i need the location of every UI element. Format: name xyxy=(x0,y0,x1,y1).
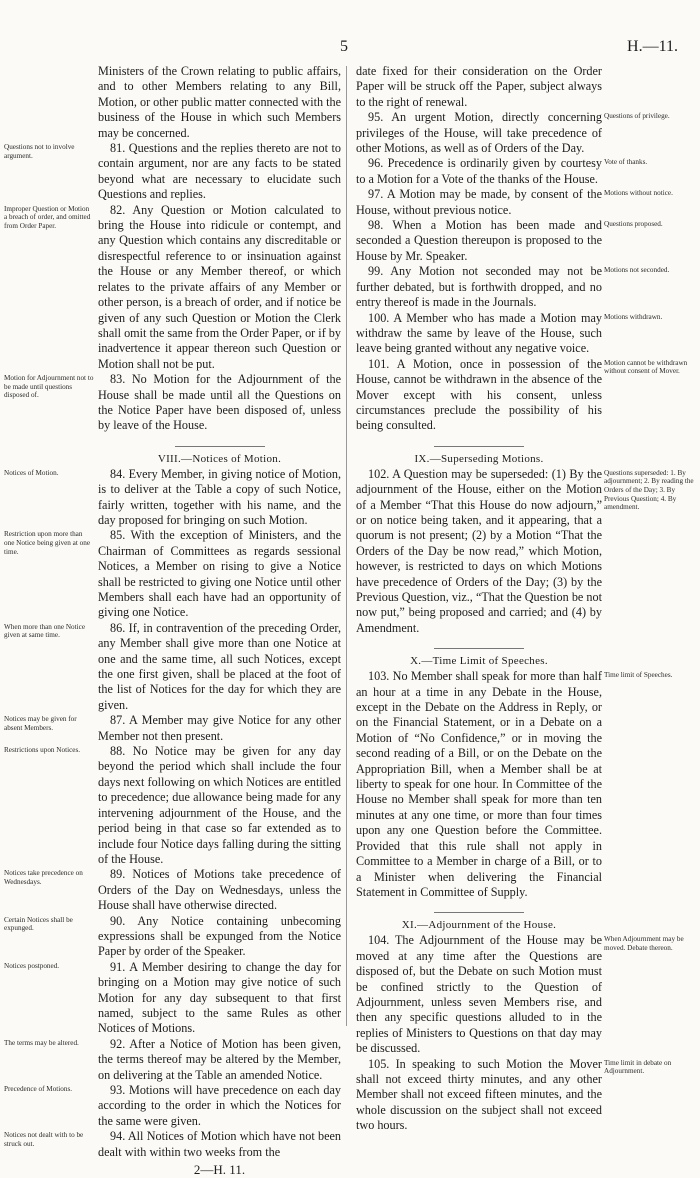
standing-order xyxy=(352,669,700,900)
standing-order xyxy=(0,867,344,913)
standing-order xyxy=(352,156,700,187)
standing-order xyxy=(0,744,344,867)
standing-order xyxy=(352,467,700,636)
page-header xyxy=(0,0,700,60)
standing-order xyxy=(0,1083,344,1129)
section-heading: X.—Time Limit of Speeches. xyxy=(410,655,548,668)
section-heading: IX.—Superseding Motions. xyxy=(414,452,544,465)
margin-note: Vote of thanks. xyxy=(604,158,648,167)
margin-note: Restriction upon more than one Notice being given at one time. xyxy=(4,530,91,556)
margin-note: Questions of privilege. xyxy=(604,112,670,121)
margin-note: Questions proposed. xyxy=(604,220,663,229)
order-text: 87. A Member may give Notice for any other Member not then present. xyxy=(98,713,341,743)
margin-note: Restrictions upon Notices. xyxy=(4,746,81,755)
column-divider xyxy=(346,66,347,1026)
order-text: 82. Any Question or Motion calculated to bring the House into ridicule or contempt, and any Question which contains any discreditable or disrespectful reference to or insinuation against the House or any Member thereof, or which relates to the private affairs of any Member or other person, is a breach of order, and if notice be given of any such Question or Motion the Clerk shall omit the same from the Order Paper, or if by inadvertence it appear thereon such Question or Motion shall not be put. xyxy=(98,202,341,371)
order-text: 81. Questions and the replies thereto are not to contain argument, nor are any facts to be stated beyond what are necessary to elucidate such Questions and replies. xyxy=(98,141,341,202)
order-text: 102. A Question may be superseded: (1) By the adjournment of the House, either on the Motion of a Member “That this House do now adjourn,” or on notice being taken, and it appearing, that a quorum is not present; (2) by a Motion “That the Orders of the Day be now read,” which Motion, however, is restricted to days on which Motions have precedence of Orders of the Day; (3) by the Previous Question, viz., “That the Question be not now put,” being proposed and carried; and (4) by Amendment. xyxy=(356,466,602,635)
left-column xyxy=(0,64,344,1178)
order-text: 101. A Motion, once in possession of the House, cannot be withdrawn in the absence of the Mover except with his consent, unless circumstances preclude the possibility of his being consulted. xyxy=(356,356,602,433)
order-text: 104. The Adjournment of the House may be moved at any time after the Questions are disposed of, but the Debate on such Motion must be confined strictly to the Question of Adjournment, unless seven Members rise, and then any specific questions alluded to in the replies of Ministers to Questions on that day may be discussed. xyxy=(356,933,602,1056)
margin-note: Certain Notices shall be expunged. xyxy=(4,915,73,933)
standing-order xyxy=(0,713,344,744)
order-text: 86. If, in contravention of the preceding Order, any Member shall give more than one Notice at one and the same time, all such Notices, except the one first given, shall be placed at the foot of the list of Notices for the day for which they are given. xyxy=(98,620,341,712)
standing-order xyxy=(352,64,700,110)
margin-note: Notices not dealt with to be struck out. xyxy=(4,1131,84,1148)
margin-note: Questions superseded: 1. By adjournment; 2. By reading the Orders of the Day; 3. By Previous Question; 4. By amendment. xyxy=(604,468,694,512)
section-rule xyxy=(434,446,524,447)
standing-order xyxy=(0,64,344,141)
standing-order xyxy=(352,110,700,156)
order-text: 99. Any Motion not seconded may not be further debated, but is forthwith dropped, and no entry thereof is made in the Journals. xyxy=(356,264,602,310)
order-text: 93. Motions will have precedence on each day according to the order in which the Notices for the same were given. xyxy=(98,1083,341,1128)
section-rule xyxy=(175,446,265,447)
margin-note: Time limit in debate on Adjournment. xyxy=(604,1058,672,1076)
margin-note: Motions not seconded. xyxy=(604,266,670,275)
order-text: 90. Any Notice containing unbecoming expressions shall be expunged from the Notice Paper by order of the Speaker. xyxy=(98,913,341,959)
order-text: 91. A Member desiring to change the day for bringing on a Motion may give notice of such Motion for any day subsequent to that first named, subject to the same Rules as other Notices of Motions. xyxy=(98,959,341,1036)
margin-note: Notices of Motion. xyxy=(4,468,59,477)
margin-note: Motion for Adjournment not to be made until questions disposed of. xyxy=(4,374,94,400)
standing-order xyxy=(352,311,700,357)
standing-order xyxy=(0,960,344,1037)
margin-note: Notices take precedence on Wednesdays. xyxy=(4,869,83,886)
order-text: Ministers of the Crown relating to public affairs, and to other Members relating to any Bill, Motion, or other public matter connected with the business of the House in which such Members may be concerned. xyxy=(98,64,342,140)
margin-note: Motions withdrawn. xyxy=(604,312,663,321)
standing-order xyxy=(352,1057,700,1134)
standing-order xyxy=(0,141,344,203)
order-text: 85. With the exception of Ministers, and the Chairman of Committees as regards sessional Notices, a Member on rising to give a Notice shall be restricted to giving one Notice until other Members shall each have had an opportunity of giving one Notice. xyxy=(98,528,341,620)
section-heading-block xyxy=(0,446,344,465)
order-text: 89. Notices of Motions take precedence of Orders of the Day on Wednesdays, unless the House shall have otherwise directed. xyxy=(98,867,341,913)
standing-order xyxy=(0,203,344,372)
margin-note: When Adjournment may be moved. Debate thereon. xyxy=(604,935,684,952)
standing-order xyxy=(352,187,700,218)
standing-order xyxy=(0,1037,344,1083)
standing-order xyxy=(352,264,700,310)
standing-order xyxy=(352,357,700,434)
section-heading-block xyxy=(352,912,700,931)
section-rule xyxy=(434,648,524,649)
margin-note: Notices postponed. xyxy=(4,961,60,970)
standing-order xyxy=(352,933,700,1056)
margin-note: Time limit of Speeches. xyxy=(604,671,673,680)
margin-note: Motion cannot be withdrawn without consent of Mover. xyxy=(604,358,688,376)
standing-order xyxy=(0,467,344,529)
margin-note: Questions not to involve argument. xyxy=(4,143,75,160)
section-rule xyxy=(434,912,524,913)
section-heading-block xyxy=(352,648,700,667)
section-heading-block xyxy=(352,446,700,465)
order-text: date fixed for their consideration on the Order Paper will be struck off the Paper, subject always to the right of renewal. xyxy=(356,64,602,109)
order-text: 103. No Member shall speak for more than half an hour at a time in any Debate in the House, except in the Debate on the Address in Reply, or on the Financial Statement, or in a Debate on a Motion of “No Confidence,” or in moving the second reading of a Bill, or on the Debate on the Appropriation Bill, when a Member shall be at liberty to speak for one hour. In Committee of the House no Member shall speak for more than ten minutes at any one time, or more than four times upon any one Question before the Committee. Provided that this rule shall not apply in Committee to a Member in charge of a Bill, or to a Minister when delivering the Financial Statement in Committee of Supply. xyxy=(356,669,602,899)
order-text: 105. In speaking to such Motion the Mover shall not exceed thirty minutes, and any other Member shall not exceed fifteen minutes, and the whole discussion on the subject shall not exceed two hours. xyxy=(356,1056,602,1133)
standing-order xyxy=(0,914,344,960)
order-text: 97. A Motion may be made, by consent of the House, without previous notice. xyxy=(356,187,602,217)
right-column xyxy=(352,64,700,1134)
order-text: 98. When a Motion has been made and seconded a Question thereupon is proposed to the House by Mr. Speaker. xyxy=(356,218,602,263)
section-heading: XI.—Adjournment of the House. xyxy=(401,919,557,932)
order-text: 92. After a Notice of Motion has been given, the terms thereof may be altered by the Member, on delivering at the Table an amended Notice. xyxy=(98,1036,341,1082)
standing-order xyxy=(0,1129,344,1160)
standing-order xyxy=(0,372,344,434)
margin-note: The terms may be altered. xyxy=(4,1038,79,1047)
margin-note: Motions without notice. xyxy=(604,189,673,198)
standing-order xyxy=(352,218,700,264)
standing-order xyxy=(0,621,344,713)
margin-note: Precedence of Motions. xyxy=(4,1085,73,1093)
standing-order xyxy=(0,528,344,620)
order-text: 84. Every Member, in giving notice of Motion, is to deliver at the Table a copy of such Notice, fairly written, together with his name, and the day proposed for bringing on such Motion. xyxy=(98,466,341,527)
order-text: 95. An urgent Motion, directly concerning privileges of the House, will take precedence of other Motions, as well as of Orders of the Day. xyxy=(356,110,602,156)
sheet-signature: 2—H. 11. xyxy=(193,1162,246,1178)
section-heading: VIII.—Notices of Motion. xyxy=(157,452,282,465)
order-text: 96. Precedence is ordinarily given by courtesy to a Motion for a Vote of the thanks of the House. xyxy=(356,156,602,186)
margin-note: Notices may be given for absent Members. xyxy=(4,715,77,732)
margin-note: When more than one Notice given at same time. xyxy=(4,622,86,640)
signature-block xyxy=(0,1162,344,1178)
document-reference: H.—11. xyxy=(627,38,678,55)
order-text: 83. No Motion for the Adjournment of the House shall be made until all the Questions on the Notice Paper have been disposed of, unless by leave of the House. xyxy=(98,372,341,433)
order-text: 94. All Notices of Motion which have not been dealt with within two weeks from the xyxy=(98,1129,341,1159)
margin-note: Improper Question or Motion a breach of order, and omitted from Order Paper. xyxy=(4,204,91,230)
order-text: 100. A Member who has made a Motion may withdraw the same by leave of the House, such leave being granted without any negative voice. xyxy=(356,310,602,356)
page-number: 5 xyxy=(340,38,348,55)
order-text: 88. No Notice may be given for any day beyond the period which shall include the four days next following on which Notices are entitled to precedence; due allowance being made for any intervening adjournment of the House, and the period being in that case so far extended as to include four Notice days falling during the sitting of the House. xyxy=(98,744,341,866)
